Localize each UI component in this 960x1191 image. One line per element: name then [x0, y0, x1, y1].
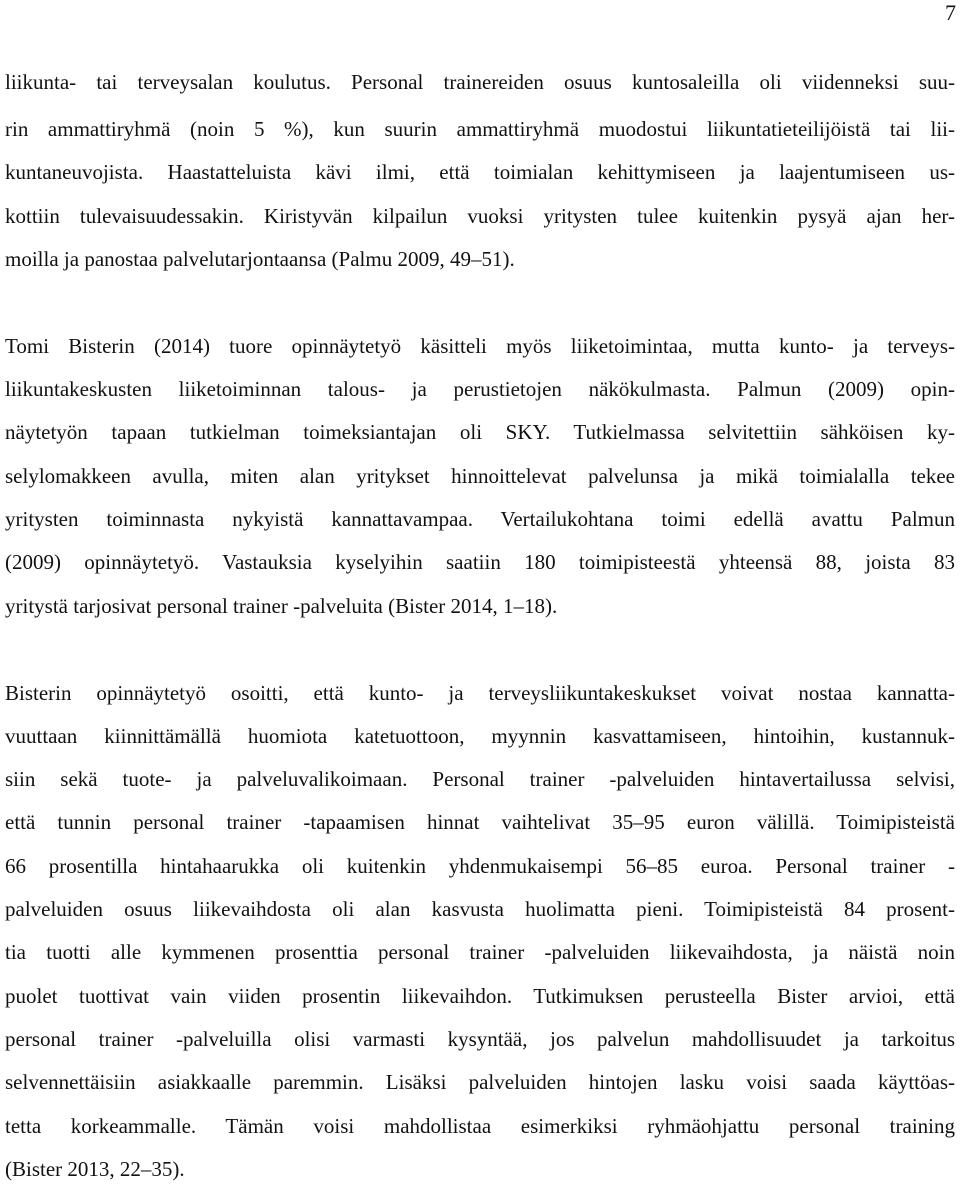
paragraph-line: että tunnin personal trainer -tapaamisen hinnat vaihtelivat 35–95 euron välillä. Toimipisteistä	[5, 810, 955, 834]
paragraph-line: (2009) opinnäytetyö. Vastauksia kyselyihin saatiin 180 toimipisteestä yhteensä 88, joista 83	[5, 550, 955, 574]
paragraph-line: tetta korkeammalle. Tämän voisi mahdollistaa esimerkiksi ryhmäohjattu personal training	[5, 1114, 955, 1138]
paragraph-line: puolet tuottivat vain viiden prosentin liikevaihdon. Tutkimuksen perusteella Bister arvioi, että	[5, 984, 955, 1008]
paragraph-line: moilla ja panostaa palvelutarjontaansa (Palmu 2009, 49–51).	[5, 247, 515, 271]
paragraph-line: palveluiden osuus liikevaihdosta oli alan kasvusta huolimatta pieni. Toimipisteistä 84 prosent-	[5, 897, 955, 921]
paragraph-line: kottiin tulevaisuudessakin. Kiristyvän kilpailun vuoksi yritysten tulee kuitenkin pysyä ajan her-	[5, 204, 955, 228]
page-number: 7	[945, 0, 956, 25]
paragraph-line: kuntaneuvojista. Haastatteluista kävi ilmi, että toimialan kehittymiseen ja laajentumiseen us-	[5, 160, 955, 184]
paragraph-line: Tomi Bisterin (2014) tuore opinnäytetyö käsitteli myös liiketoimintaa, mutta kunto- ja terveys-	[5, 334, 955, 358]
paragraph-line: vuuttaan kiinnittämällä huomiota katetuottoon, myynnin kasvattamiseen, hintoihin, kustannuk-	[5, 724, 955, 748]
paragraph-line: 66 prosentilla hintahaarukka oli kuitenkin yhdenmukaisempi 56–85 euroa. Personal trainer -	[5, 854, 955, 878]
paragraph-line: selylomakkeen avulla, miten alan yritykset hinnoittelevat palvelunsa ja mikä toimialalla tekee	[5, 464, 955, 488]
paragraph-line: Bisterin opinnäytetyö osoitti, että kunto- ja terveysliikuntakeskukset voivat nostaa kannatta-	[5, 681, 955, 705]
paragraph-line: siin sekä tuote- ja palveluvalikoimaan. Personal trainer -palveluiden hintavertailussa selvisi,	[5, 767, 955, 791]
paragraph-line: yritysten toiminnasta nykyistä kannattavampaa. Vertailukohtana toimi edellä avattu Palmun	[5, 507, 955, 531]
paragraph-line: personal trainer -palveluilla olisi varmasti kysyntää, jos palvelun mahdollisuudet ja tarkoitus	[5, 1027, 955, 1051]
paragraph-line: tia tuotti alle kymmenen prosenttia personal trainer -palveluiden liikevaihdosta, ja näistä noin	[5, 940, 955, 964]
paragraph-line: (Bister 2013, 22–35).	[5, 1157, 185, 1181]
paragraph-line: yritystä tarjosivat personal trainer -palveluita (Bister 2014, 1–18).	[5, 594, 558, 618]
paragraph-line: liikuntakeskusten liiketoiminnan talous- ja perustietojen näkökulmasta. Palmun (2009) opin-	[5, 377, 955, 401]
paragraph-line: rin ammattiryhmä (noin 5 %), kun suurin ammattiryhmä muodostui liikuntatieteilijöistä tai lii-	[5, 117, 955, 141]
paragraph-line: näytetyön tapaan tutkielman toimeksiantajan oli SKY. Tutkielmassa selvitettiin sähköisen ky-	[5, 420, 955, 444]
paragraph-line: liikunta- tai terveysalan koulutus. Personal trainereiden osuus kuntosaleilla oli viidenneksi suu-	[5, 70, 955, 94]
paragraph-line: selvennettäisiin asiakkaalle paremmin. Lisäksi palveluiden hintojen lasku voisi saada käyttöas-	[5, 1070, 955, 1094]
